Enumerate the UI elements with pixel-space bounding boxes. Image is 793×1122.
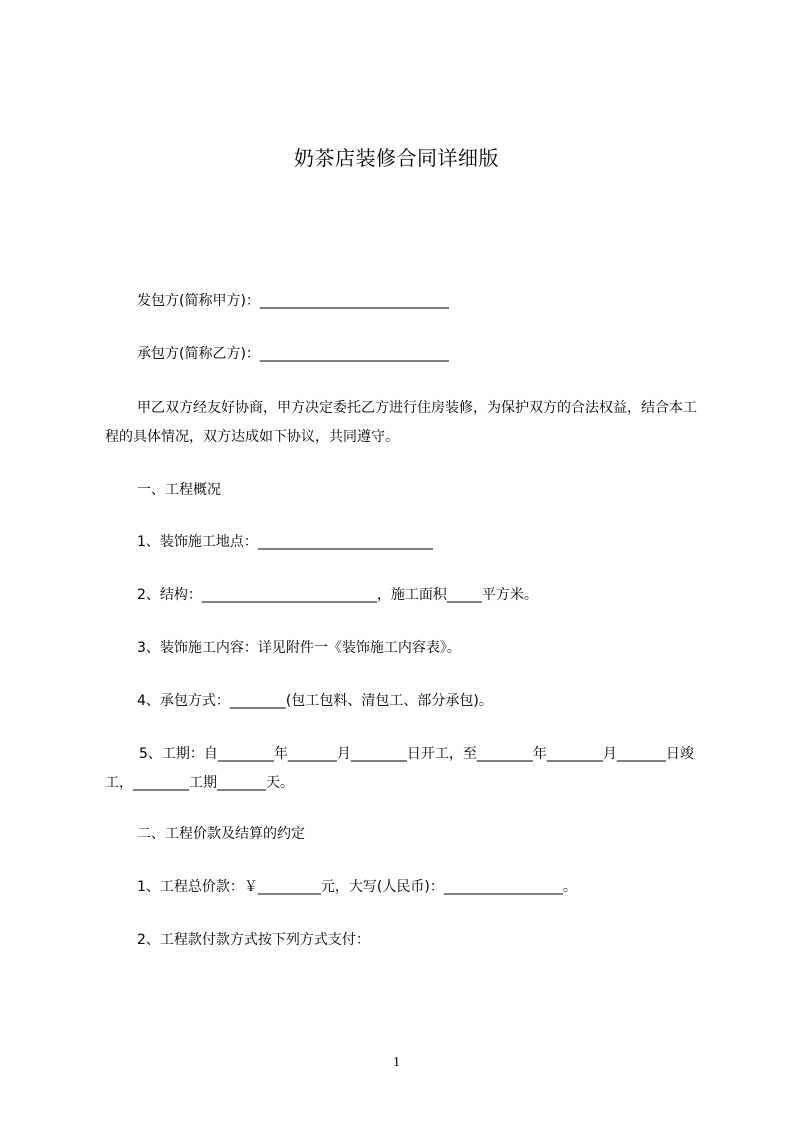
item-1-2: 2、结构：_________________________，施工面积_____平方米。	[137, 587, 538, 603]
section-1-heading: 一、工程概况	[137, 482, 221, 498]
party-b-line: 承包方(简称乙方)：___________________________	[137, 346, 449, 362]
item-2-2: 2、工程款付款方式按下列方式支付：	[137, 932, 370, 948]
intro-paragraph: 甲乙双方经友好协商，甲方决定委托乙方进行住房装修，为保护双方的合法权益，结合本工程的具体情况，双方达成如下协议，共同遵守。	[105, 400, 697, 445]
item-1-3: 3、装饰施工内容：详见附件一《装饰施工内容表》。	[137, 640, 461, 656]
item-1-1: 1、装饰施工地点：_________________________	[137, 534, 433, 550]
section-2-heading: 二、工程价款及结算的约定	[137, 826, 305, 842]
document-title: 奶茶店装修合同详细版	[294, 146, 499, 170]
page-number: 1	[393, 1055, 400, 1070]
item-2-1: 1、工程总价款：￥_________元，大写(人民币)：_________________。	[137, 879, 577, 895]
item-1-4: 4、承包方式：________(包工包料、清包工、部分承包)。	[137, 693, 493, 709]
party-a-line: 发包方(简称甲方)：___________________________	[137, 293, 449, 309]
item-1-5: 5、工期：自________年_______月________日开工，至________年________月_______日竣工，________工期_______天。	[105, 746, 694, 791]
